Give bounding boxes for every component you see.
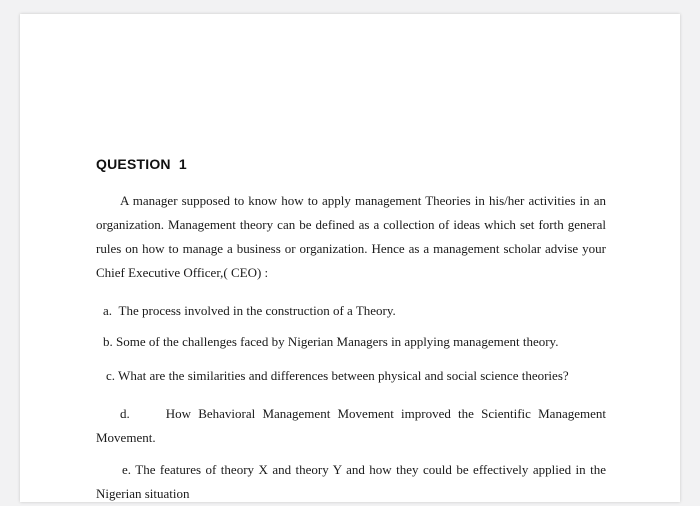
item-label: c. [106, 368, 116, 383]
question-intro: A manager supposed to know how to apply management Theories in his/her activities in an organization. Management theory can be defined as a collection of ideas which set forth general rules on how to manage a business or organization. Hence as a management scholar advise your Chief Executive Officer,( CEO) : [96, 193, 606, 280]
item-label: b. [103, 334, 113, 349]
list-item [103, 303, 396, 319]
list-item [103, 334, 558, 350]
item-text: The process involved in the construction of a Theory. [118, 303, 396, 318]
list-item [96, 402, 606, 450]
item-label: d. [120, 406, 130, 421]
item-text: What are the similarities and differences between physical and social science theories? [118, 368, 569, 383]
question-heading: QUESTION 1 [96, 156, 187, 172]
item-text: The features of theory X and theory Y and how they could be effectively applied in the Nigerian situation [96, 462, 607, 501]
list-item [96, 458, 606, 506]
list-item [106, 368, 569, 384]
item-text: Some of the challenges faced by Nigerian Managers in applying management theory. [116, 334, 559, 349]
document-page [20, 14, 680, 502]
item-text: How Behavioral Management Movement improved the Scientific Management Movement. [96, 406, 606, 445]
item-label: e. [122, 462, 132, 477]
item-label: a. [103, 303, 113, 318]
